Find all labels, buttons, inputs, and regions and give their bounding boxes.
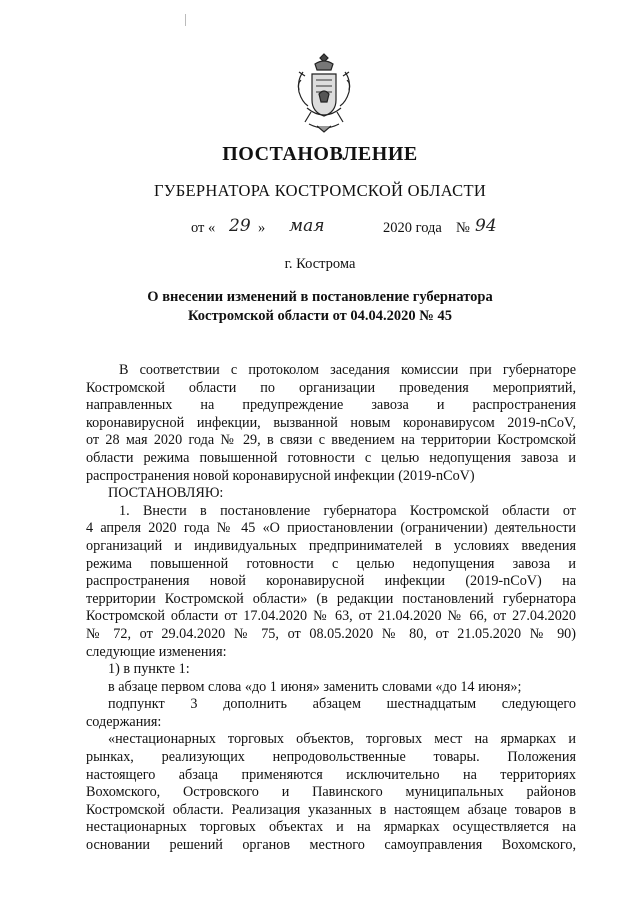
body-line: подпункт 3 дополнить абзацем шестнадцатым следующего (108, 696, 576, 713)
body-line: от 28 мая 2020 года № 29, в связи с введением на территории Костромской (86, 432, 576, 449)
heading-line-1: О внесении изменений в постановление губернатора (147, 289, 493, 305)
body-line: содержания: (86, 713, 162, 730)
document-subtitle: ГУБЕРНАТОРА КОСТРОМСКОЙ ОБЛАСТИ (153, 181, 487, 200)
document-body (86, 362, 576, 855)
body-line: «нестационарных торговых объектов, торговых мест на ярмарках и (108, 731, 576, 748)
body-line: В соответствии с протоколом заседания комиссии при губернаторе (119, 362, 576, 378)
body-line: основании решений органов местного самоуправления Вохомского, (86, 837, 576, 854)
number-prefix: № (456, 220, 470, 236)
body-line: настоящего абзаца применяются исключительно на территориях (86, 766, 576, 783)
body-line: режима повышенной готовности с целью недопущения завоза и (86, 555, 576, 572)
document-number-handwritten: 94 (475, 216, 497, 236)
date-prefix: от « (191, 220, 216, 236)
body-line: 1) в пункте 1: (108, 661, 190, 678)
date-day-handwritten: 29 (229, 216, 251, 236)
body-line: области режима повышенной готовности с целью недопущения завоза и (86, 449, 576, 466)
body-line: рынках, реализующих непродовольственные товары. Положения (86, 749, 576, 766)
heading-line-2: Костромской области от 04.04.2020 № 45 (188, 308, 452, 324)
body-line: распространения новой коронавирусной инфекции (2019-nCoV) (86, 467, 475, 484)
body-line: следующие изменения: (86, 643, 227, 660)
coat-of-arms-emblem (293, 50, 355, 134)
body-line: направленных на предупреждение завоза и распространения (86, 397, 576, 414)
document-heading (0, 288, 640, 326)
date-line (0, 216, 640, 242)
body-line: Костромской области по организации проведения мероприятий, (86, 379, 576, 396)
body-line: 1. Внести в постановление губернатора Костромской области от (119, 502, 576, 519)
scan-mark (185, 14, 186, 26)
date-month-handwritten: мая (289, 216, 325, 236)
date-mid: » (258, 220, 266, 236)
date-year: 2020 года (383, 220, 442, 236)
body-line: коронавирусной инфекции, вызванной новым коронавирусом 2019-nCoV, (86, 414, 576, 431)
document-title: ПОСТАНОВЛЕНИЕ (222, 143, 418, 165)
body-line: Вохомского, Островского и Павинского муниципальных районов (86, 784, 576, 801)
body-line: территории Костромской области» (в редакции постановлений губернатора (86, 590, 576, 607)
body-line: 4 апреля 2020 года № 45 «О приостановлении (ограничении) деятельности (86, 520, 576, 537)
body-line: в абзаце первом слова «до 1 июня» заменить словами «до 14 июня»; (108, 678, 522, 695)
body-line: нестационарных торговых объектах и на ярмарках осуществляется на (86, 819, 576, 836)
body-line: Костромской области. Реализация указанных в настоящем абзаце товаров в (86, 801, 576, 818)
body-line: распространения новой коронавирусной инфекции (2019-nCoV) на (86, 573, 576, 590)
body-line: ПОСТАНОВЛЯЮ: (108, 485, 224, 502)
city-name: г. Кострома (284, 256, 356, 272)
body-line: организаций и индивидуальных предпринимателей в условиях введения (86, 537, 576, 554)
body-line: Костромской области от 17.04.2020 № 63, от 21.04.2020 № 66, от 27.04.2020 (86, 608, 576, 625)
body-line: № 72, от 29.04.2020 № 75, от 08.05.2020 № 80, от 21.05.2020 № 90) (86, 625, 576, 642)
